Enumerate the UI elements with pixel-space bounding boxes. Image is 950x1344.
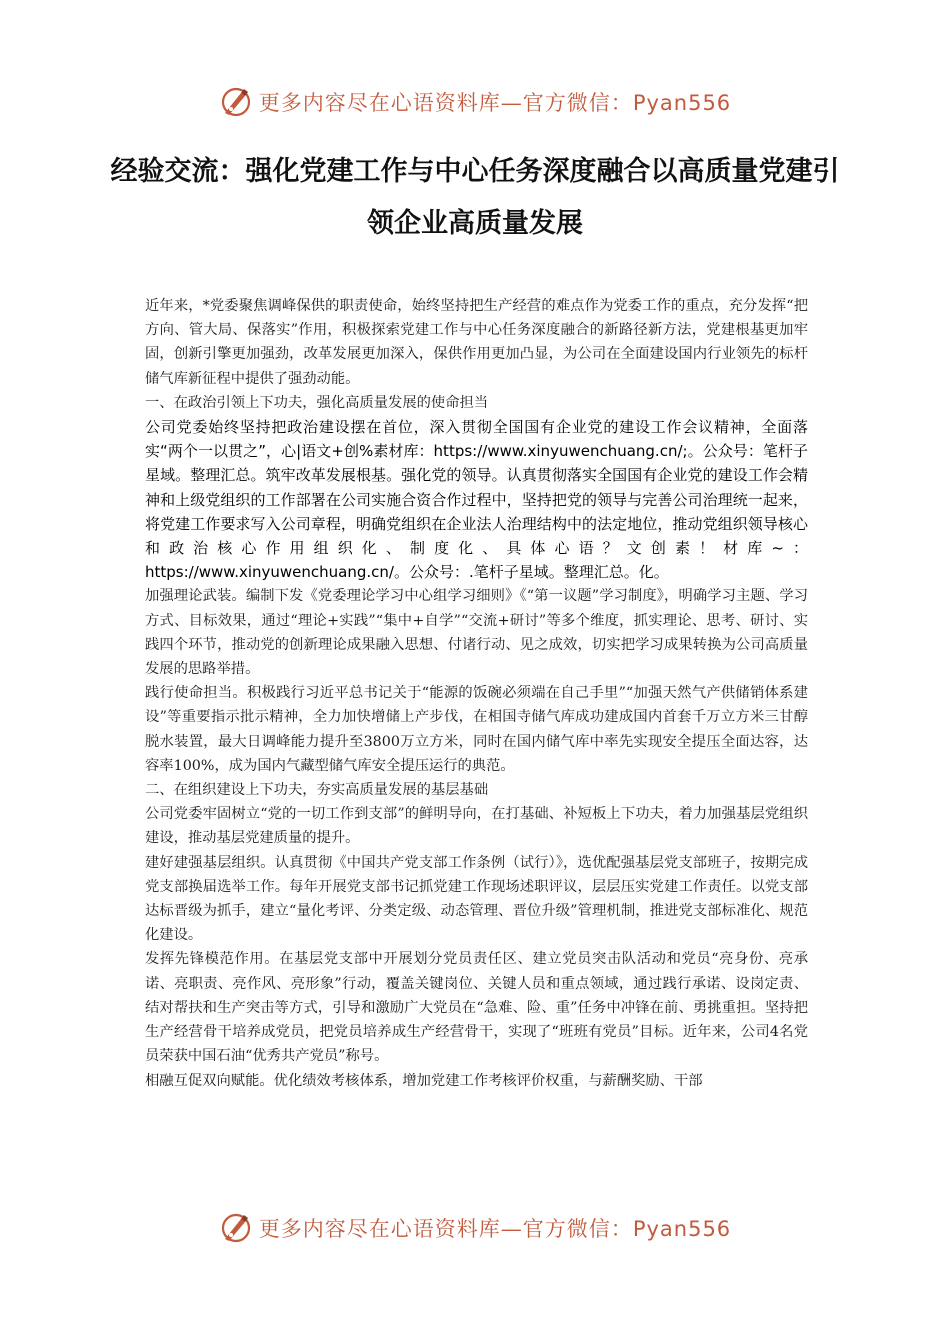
pen-logo-icon [219, 85, 253, 119]
wechat-id: Pyan556 [632, 1217, 732, 1241]
footer-banner [0, 1208, 950, 1248]
paragraph-vanguard: 发挥先锋模范作用。在基层党支部中开展划分党员责任区、建立党员突击队活动和党员“亮身份、亮承诺、亮职责、亮作风、亮形象”行动，覆盖关键岗位、关键人员和重点领域，通过践行承诺、设岗定责、结对帮扶和生产突击等方式，引导和激励广大党员在“急难、险、重”任务中冲锋在前、勇挑重担。坚持把生产经营骨干培养成党员，把党员培养成生产经营骨干，实现了“班班有党员”目标。近年来，公司4名党员荣获中国石油“优秀共产党员”称号。 [145, 951, 808, 1065]
paragraph-intro: 近年来，*党委聚焦调峰保供的职责使命，始终坚持把生产经营的难点作为党委工作的重点，充分发挥“把方向、管大局、保落实”作用，积极探索党建工作与中心任务深度融合的新路径新方法，党建根基更加牢固，创新引擎更加强劲，改革发展更加深入，保供作用更加凸显，为公司在全面建设国内行业领先的标杆储气库新征程中提供了强劲动能。 [145, 298, 808, 387]
header-banner [0, 82, 950, 122]
paragraph-political: 公司党委始终坚持把政治建设摆在首位，深入贯彻全国国有企业党的建设工作会议精神，全面落实“两个一以贯之”，心|语文+创%素材库：https://www.xinyuwenchuang.cn/;。公众号：笔杆子星域。整理汇总。筑牢改革发展根基。强化党的领导。认真贯彻落实全国国有企业党的建设工作会精神和上级党组织的工作部署在公司实施合资合作过程中，坚持把党的领导与完善公司治理统一起来，将党建工作要求写入公司章程，明确党组织在企业法人治理结构中的法定地位，推动党组织领导核心和政治核心作用组织化、制度化、具体心语？文创素！材库~：https://www.xinyuwenchuang.cn/。公众号：.笔杆子星域。整理汇总。化。 [145, 418, 808, 582]
paragraph-theory: 加强理论武装。编制下发《党委理论学习中心组学习细则》《“第一议题”学习制度》，明确学习主题、学习方式、目标效果，通过“理论+实践”“集中+自学”“交流+研讨”等多个维度，抓实理论、思考、研讨、实践四个环节，推动党的创新理论成果融入思想、付诸行动、见之成效，切实把学习成果转换为公司高质量发展的思路举措。 [145, 588, 808, 678]
paragraph-grassroots: 建好建强基层组织。认真贯彻《中国共产党支部工作条例（试行）》，选优配强基层党支部班子，按期完成党支部换届选举工作。每年开展党支部书记抓党建工作现场述职评议，层层压实党建工作责任。以党支部达标晋级为抓手，建立“量化考评、分类定级、动态管理、晋位升级”管理机制，推进党支部标准化、规范化建设。 [145, 854, 808, 944]
pen-logo-icon [219, 1211, 253, 1245]
section-heading-2: 二、在组织建设上下功夫，夯实高质量发展的基层基础 [145, 782, 489, 799]
paragraph-mission: 践行使命担当。积极践行习近平总书记关于“能源的饭碗必须端在自己手里”“加强天然气产供储销体系建设”等重要指示批示精神，全力加快增储上产步伐，在相国寺储气库成功建成国内首套千万立方米三甘醇脱水装置，最大日调峰能力提升至3800万立方米，同时在国内储气库中率先实现安全提压全面达容，达容率100%，成为国内气藏型储气库安全提压运行的典范。 [145, 685, 808, 774]
document-title: 经验交流：强化党建工作与中心任务深度融合以高质量党建引领企业高质量发展 [110, 156, 840, 239]
banner-text: 更多内容尽在心语资料库—官方微信：Pyan556 [258, 91, 732, 115]
wechat-id: Pyan556 [632, 91, 732, 115]
paragraph-organization: 公司党委牢固树立“党的一切工作到支部”的鲜明导向，在打基础、补短板上下功夫，着力加强基层党组织建设，推动基层党建质量的提升。 [145, 806, 808, 847]
document-body [145, 294, 808, 1093]
paragraph-empower: 相融互促双向赋能。优化绩效考核体系，增加党建工作考核评价权重，与薪酬奖励、干部 [145, 1072, 703, 1089]
banner-text: 更多内容尽在心语资料库—官方微信：Pyan556 [258, 1217, 732, 1241]
section-heading-1: 一、在政治引领上下功夫，强化高质量发展的使命担当 [145, 394, 489, 411]
